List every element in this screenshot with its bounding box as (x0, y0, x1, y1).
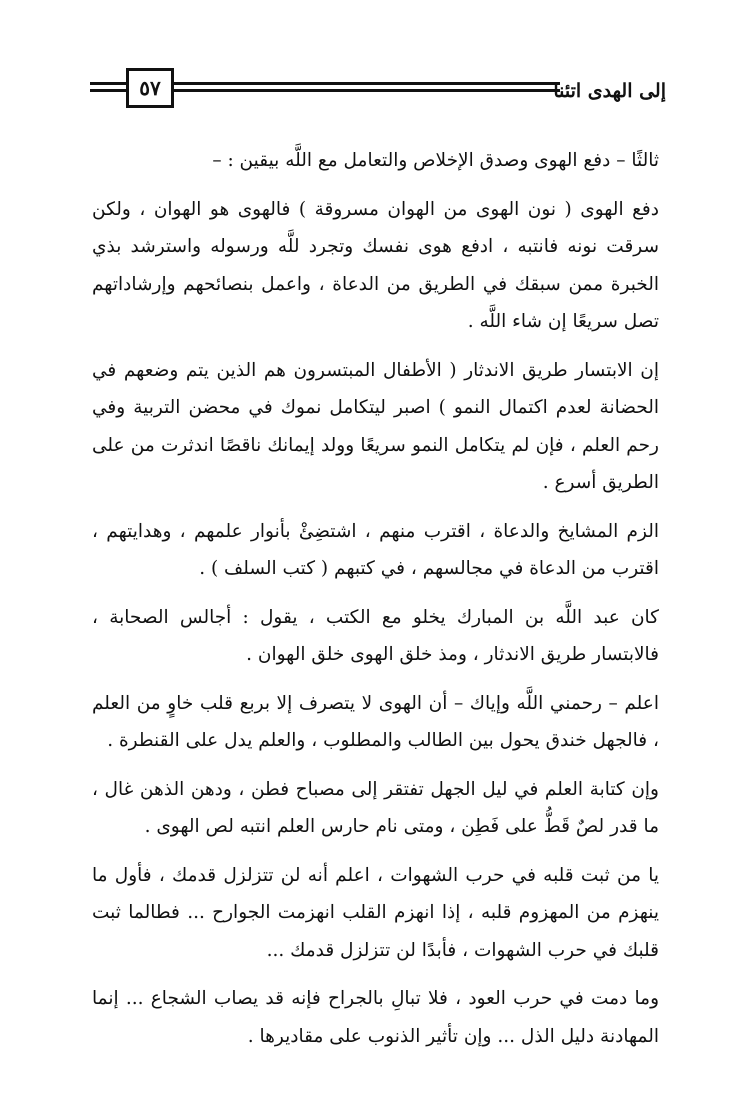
header-rule-left-bottom (90, 89, 126, 92)
book-title: إلى الهدى اتئنا (553, 80, 666, 102)
paragraph: وإن كتابة العلم في ليل الجهل تفتقر إلى مصباح فطن ، ودهن الذهن غال ، ما قدر لصٌ قَطُّ على فَطِن ، ومتى نام حارس العلم انتبه لص الهوى . (92, 778, 659, 837)
page-number: ٥٧ (139, 76, 161, 100)
paragraph: وما دمت في حرب العود ، فلا تبالِ بالجراح فإنه قد يصاب الشجاع ... إنما المهادنة دليل الذل ... وإن تأثير الذنوب على مقاديرها . (92, 988, 659, 1047)
paragraph: كان عبد اللَّه بن المبارك يخلو مع الكتب ، يقول : أجالس الصحابة ، فالابتسار طريق الاندثار ، ومذ خلق الهوى خلق الهوان . (92, 606, 659, 665)
paragraph: دفع الهوى ( نون الهوى من الهوان مسروقة ) فالهوى هو الهوان ، ولكن سرقت نونه فانتبه ، ادفع هوى نفسك وتجرد للَّه ورسوله واسترشد بذي الخبرة ممن سبقك في الطريق من الدعاة ، واعمل بنصائحهم وإرشاداتهم تصل سريعًا إن شاء اللَّه . (92, 198, 660, 332)
header-rule-left-top (90, 82, 126, 85)
paragraph-heading: ثالثًا – دفع الهوى وصدق الإخلاص والتعامل مع اللَّه بيقين : – (212, 150, 659, 171)
paragraph: اعلم – رحمني اللَّه وإياك – أن الهوى لا يتصرف إلا بربع قلب خاوٍ من العلم ، فالجهل خندق يحول بين الطالب والمطلوب ، والعلم يدل على القنطرة . (92, 692, 659, 751)
page-number-box (126, 68, 174, 108)
page-body (92, 142, 659, 1066)
paragraph: يا من ثبت قلبه في حرب الشهوات ، اعلم أنه لن تتزلزل قدمك ، فأول ما ينهزم من المهزوم قلبه ، إذا انهزم القلب انهزمت الجوارح ... فطالما ثبت قلبك في حرب الشهوات ، فأبدًا لن تتزلزل قدمك ... (92, 864, 659, 961)
header-rule-right-bottom (174, 89, 560, 92)
running-header (90, 68, 666, 112)
paragraph: إن الابتسار طريق الاندثار ( الأطفال المبتسرون هم الذين يتم وضعهم في الحضانة لعدم اكتمال النمو ) اصبر ليتكامل نموك في محضن التربية وفي رحم العلم ، فإن لم يتكامل النمو سريعًا وولد إيمانك ناقصًا اندثرت من على الطريق أسرع . (92, 359, 659, 493)
paragraph: الزم المشايخ والدعاة ، اقترب منهم ، اشتضِئْ بأنوار علمهم ، وهدايتهم ، اقترب من الدعاة في مجالسهم ، في كتبهم ( كتب السلف ) . (92, 520, 659, 579)
header-rule-right-top (174, 82, 560, 85)
